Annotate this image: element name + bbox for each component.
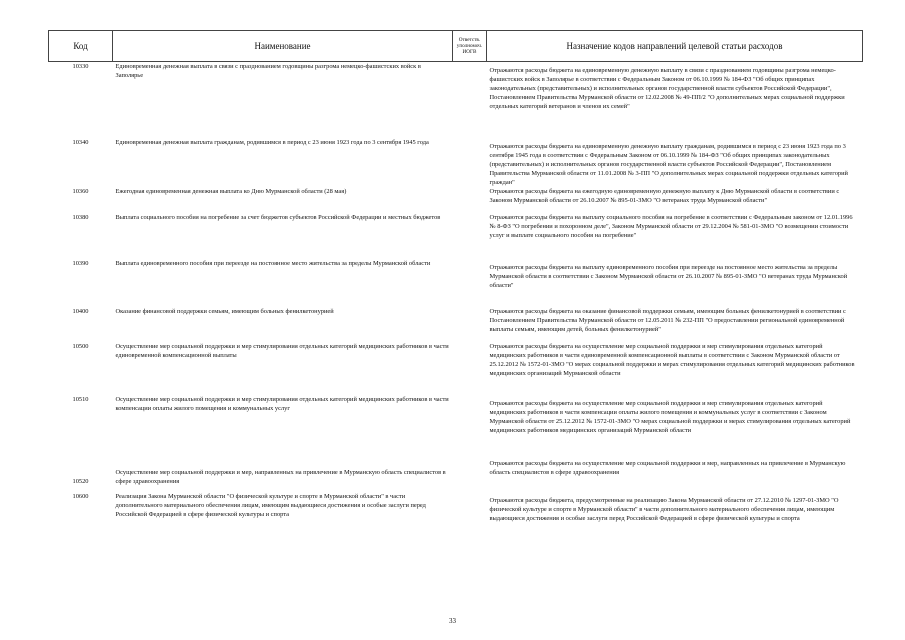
row-purpose: Отражаются расходы бюджета на выплату социального пособия на погребение в соответствии с Федеральным законом от 12.01.1996 № 8-ФЗ "О погребении и похоронном деле", Законом Мурманской области от 29.12.2004 № 581-01-ЗМО "О возмещении стоимости услуг и выплате социального пособия на погребение"	[489, 213, 853, 240]
row-code: 10330	[72, 63, 89, 70]
header-responsible: Ответств. уполномоч. ИОГВ	[453, 31, 487, 62]
header-purpose: Назначение кодов направлений целевой статьи расходов	[487, 31, 863, 62]
row-code: 10520	[72, 477, 89, 485]
table-row	[49, 138, 863, 187]
row-responsible	[453, 62, 487, 138]
row-purpose: Отражаются расходы бюджета, предусмотренные на реализацию Закона Мурманской области от 27.12.2010 № 1297-01-ЗМО "О физической культуре и спорте в Мурманской области" в части дополнительного материального обеспечения лицам, имеющим выдающиеся достижения и особые заслуги перед Российской Федерацией в сфере физической культуры и спорта	[489, 496, 839, 523]
row-responsible	[453, 459, 487, 492]
row-code: 10390	[72, 259, 89, 267]
budget-codes-page	[48, 30, 862, 550]
table-row	[49, 62, 863, 138]
header-name: Наименование	[113, 31, 453, 62]
table-row	[49, 459, 863, 492]
table-row	[49, 213, 863, 259]
table-row	[49, 492, 863, 550]
row-code: 10400	[72, 307, 89, 315]
table-body	[49, 62, 863, 550]
table-header-row	[49, 31, 863, 62]
table-row	[49, 342, 863, 395]
row-name: Выплата единовременного пособия при переезде на постоянное место жительства за пределы Мурманской области	[115, 259, 431, 267]
header-code: Код	[49, 31, 113, 62]
row-purpose: Отражаются расходы бюджета на единовременную денежную выплату в связи с празднованием годовщины разгрома немецко-фашистских войск в Заполярье в соответствии с Федеральным Законом от 06.10.1999 № 184-ФЗ "Об общих принципах законодательных (представительных) и исполнительных органов государственной власти субъектов Российской Федерации", Постановлением Правительства Мурманской области от 12.02.2008 № 49-ПП/2 "О дополнительных мерах социальной поддержки отдельных категорий ветеранов и членов их семей"	[489, 67, 845, 111]
row-responsible	[453, 342, 487, 395]
row-responsible	[453, 213, 487, 259]
table-row	[49, 307, 863, 342]
budget-codes-table	[48, 30, 863, 550]
row-code: 10360	[72, 187, 89, 195]
row-purpose: Отражаются расходы бюджета на выплату единовременного пособия при переезде на постоянное место жительства за пределы Мурманской области в соответствии с Законом Мурманской области от 26.10.2007 № 895-01-ЗМО "О ветеранах труда Мурманской области"	[489, 263, 848, 290]
row-purpose: Отражаются расходы бюджета на осуществление мер социальной поддержки и мер, направленных на привлечение в Мурманскую область специалистов в сфере здравоохранения	[489, 459, 846, 477]
row-responsible	[453, 492, 487, 550]
row-name: Выплата социального пособия на погребение за счет бюджетов субъектов Российской Федерации и местных бюджетов	[115, 213, 441, 221]
row-responsible	[453, 259, 487, 307]
row-code: 10510	[72, 395, 89, 403]
table-row	[49, 259, 863, 307]
row-purpose: Отражаются расходы бюджета на осуществление мер социальной поддержки и мер стимулирования отдельных категорий медицинских работников в части единовременной компенсационной выплаты в соответствии с Законом Мурманской области от 25.12.2012 № 1572-01-ЗМО "О мерах социальной поддержки и мерах стимулирования отдельных категорий медицинских работников медицинских организаций Мурманской области	[489, 342, 855, 378]
row-code: 10600	[72, 492, 89, 500]
table-row	[49, 395, 863, 459]
page-number: 33	[449, 617, 456, 625]
row-responsible	[453, 138, 487, 187]
row-name: Единовременная денежная выплата в связи с празднованием годовщины разгрома немецко-фашистских войск в Заполярье	[115, 63, 421, 80]
row-code: 10380	[72, 213, 89, 221]
row-purpose: Отражаются расходы бюджета на единовременную денежную выплату гражданам, родившимся в период с 23 июня 1923 года по 3 сентября 1945 года в соответствии с Федеральным Законом от 06.10.1999 № 184-ФЗ "Об общих принципах законодательных (представительных) и исполнительных органов государственной власти субъектов Российской Федерации", Постановлением Правительства Мурманской области от 11.01.2008 № 3-ПП "О дополнительных мерах социальной поддержки отдельных категорий граждан"	[489, 142, 848, 186]
row-code: 10340	[72, 138, 89, 146]
row-name: Осуществление мер социальной поддержки и мер стимулирования отдельных категорий медицинских работников в части компенсации оплаты жилого помещения и коммунальных услуг	[115, 395, 449, 413]
row-name: Оказание финансовой поддержки семьям, имеющим больных фенилкетонурией	[115, 307, 334, 315]
row-purpose: Отражаются расходы бюджета на осуществление мер социальной поддержки и мер стимулирования отдельных категорий медицинских работников в части компенсации оплаты жилого помещения и коммунальных услуг в соответствии с Законом Мурманской области от 25.12.2012 № 1572-01-ЗМО "О мерах социальной поддержки и мерах стимулирования отдельных категорий медицинских работников медицинских организаций Мурманской области	[489, 399, 851, 435]
row-name: Ежегодная единовременная денежная выплата ко Дню Мурманской области (28 мая)	[115, 187, 347, 195]
table-row	[49, 187, 863, 213]
row-responsible	[453, 307, 487, 342]
row-purpose: Отражаются расходы бюджета на ежегодную единовременную денежную выплату к Дню Мурманской области в соответствии с Законом Мурманской области от 26.10.2007 № 895-01-ЗМО "О ветеранах труда Мурманской области"	[489, 187, 840, 205]
row-name: Осуществление мер социальной поддержки и мер стимулирования отдельных категорий медицинских работников в части единовременной компенсационной выплаты	[115, 342, 449, 360]
row-name: Реализация Закона Мурманской области "О физической культуре и спорте в Мурманской области" в части дополнительного материального обеспечения лицам, имеющим выдающиеся достижения и особые заслуги перед Российской Федерацией в сфере физической культуры и спорта	[115, 492, 426, 519]
row-name: Осуществление мер социальной поддержки и мер, направленных на привлечение в Мурманскую область специалистов в сфере здравоохранения	[115, 468, 446, 486]
row-name: Единовременная денежная выплата гражданам, родившимся в период с 23 июня 1923 года по 3 сентября 1945 года	[115, 138, 429, 146]
row-responsible	[453, 187, 487, 213]
row-purpose: Отражаются расходы бюджета на оказание финансовой поддержки семьям, имеющим больных фенилкетонурией в соответствии с Постановлением Правительства Мурманской области от 12.05.2011 № 232-ПП "О предоставлении региональной единовременной выплаты семьям, имеющим детей, больных фенилкетонурией"	[489, 307, 846, 334]
row-responsible	[453, 395, 487, 459]
row-code: 10500	[72, 342, 89, 350]
